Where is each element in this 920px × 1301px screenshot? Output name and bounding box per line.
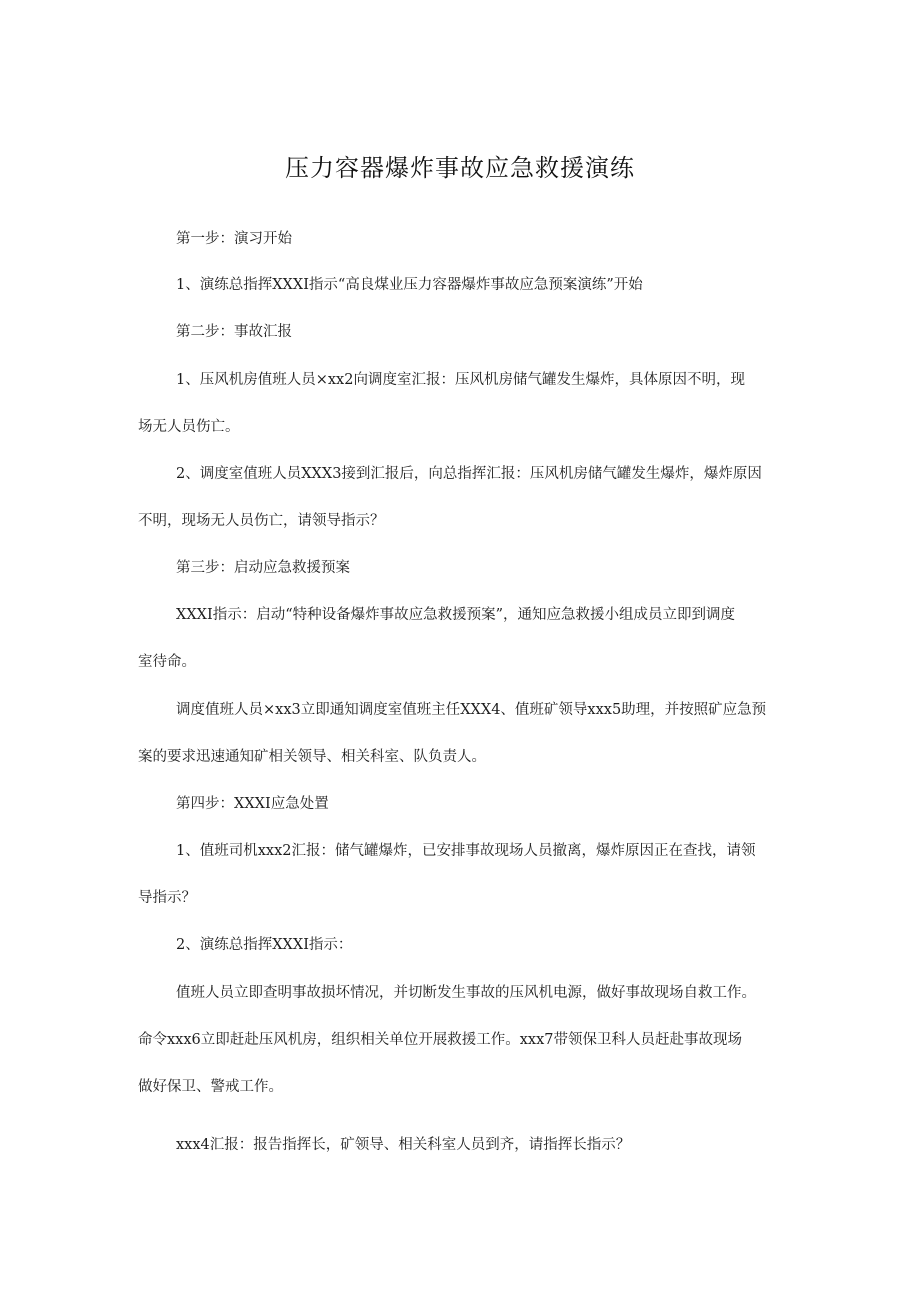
paragraph-line: 导指示？ — [138, 890, 196, 906]
paragraph-line: 案的要求迅速通知矿相关领导、相关科室、队负责人。 — [138, 749, 486, 765]
paragraph-line: 1、演练总指挥XXXI指示“高良煤业压力容器爆炸事故应急预案演练”开始 — [176, 277, 643, 293]
document-title: 压力容器爆炸事故应急救援演练 — [285, 154, 635, 182]
paragraph-line: 做好保卫、警戒工作。 — [138, 1079, 283, 1095]
paragraph-line: 不明，现场无人员伤亡，请领导指示？ — [138, 513, 385, 529]
paragraph-line: xxx4汇报：报告指挥长，矿领导、相关科室人员到齐，请指挥长指示？ — [176, 1137, 631, 1153]
paragraph-line: 2、演练总指挥XXXI指示： — [176, 937, 353, 953]
paragraph-line: 2、调度室值班人员XXX3接到汇报后，向总指挥汇报：压风机房储气罐发生爆炸，爆炸原因 — [176, 466, 762, 482]
paragraph-line: 场无人员伤亡。 — [138, 419, 240, 435]
step-3-heading: 第三步：启动应急救援预案 — [176, 560, 350, 576]
paragraph-line: 室待命。 — [138, 654, 196, 670]
paragraph-line: 值班人员立即查明事故损坏情况，并切断发生事故的压风机电源，做好事故现场自救工作。 — [176, 985, 756, 1001]
step-4-heading: 第四步：XXXI应急处置 — [176, 796, 329, 812]
step-1-heading: 第一步：演习开始 — [176, 231, 292, 247]
paragraph-line: 1、压风机房值班人员×xx2向调度室汇报：压风机房储气罐发生爆炸，具体原因不明，现 — [176, 372, 745, 388]
paragraph-line: XXXI指示：启动“特种设备爆炸事故应急救援预案”，通知应急救援小组成员立即到调度 — [176, 607, 736, 623]
paragraph-line: 调度值班人员×xx3立即通知调度室值班主任XXX4、值班矿领导xxx5助理，并按照矿应急预 — [176, 702, 767, 718]
paragraph-line: 1、值班司机xxx2汇报：储气罐爆炸，已安排事故现场人员撤离，爆炸原因正在查找，请领 — [176, 843, 756, 859]
step-2-heading: 第二步：事故汇报 — [176, 324, 292, 340]
paragraph-line: 命令xxx6立即赶赴压风机房，组织相关单位开展救援工作。xxx7带领保卫科人员赶赴事故现场 — [138, 1032, 743, 1048]
